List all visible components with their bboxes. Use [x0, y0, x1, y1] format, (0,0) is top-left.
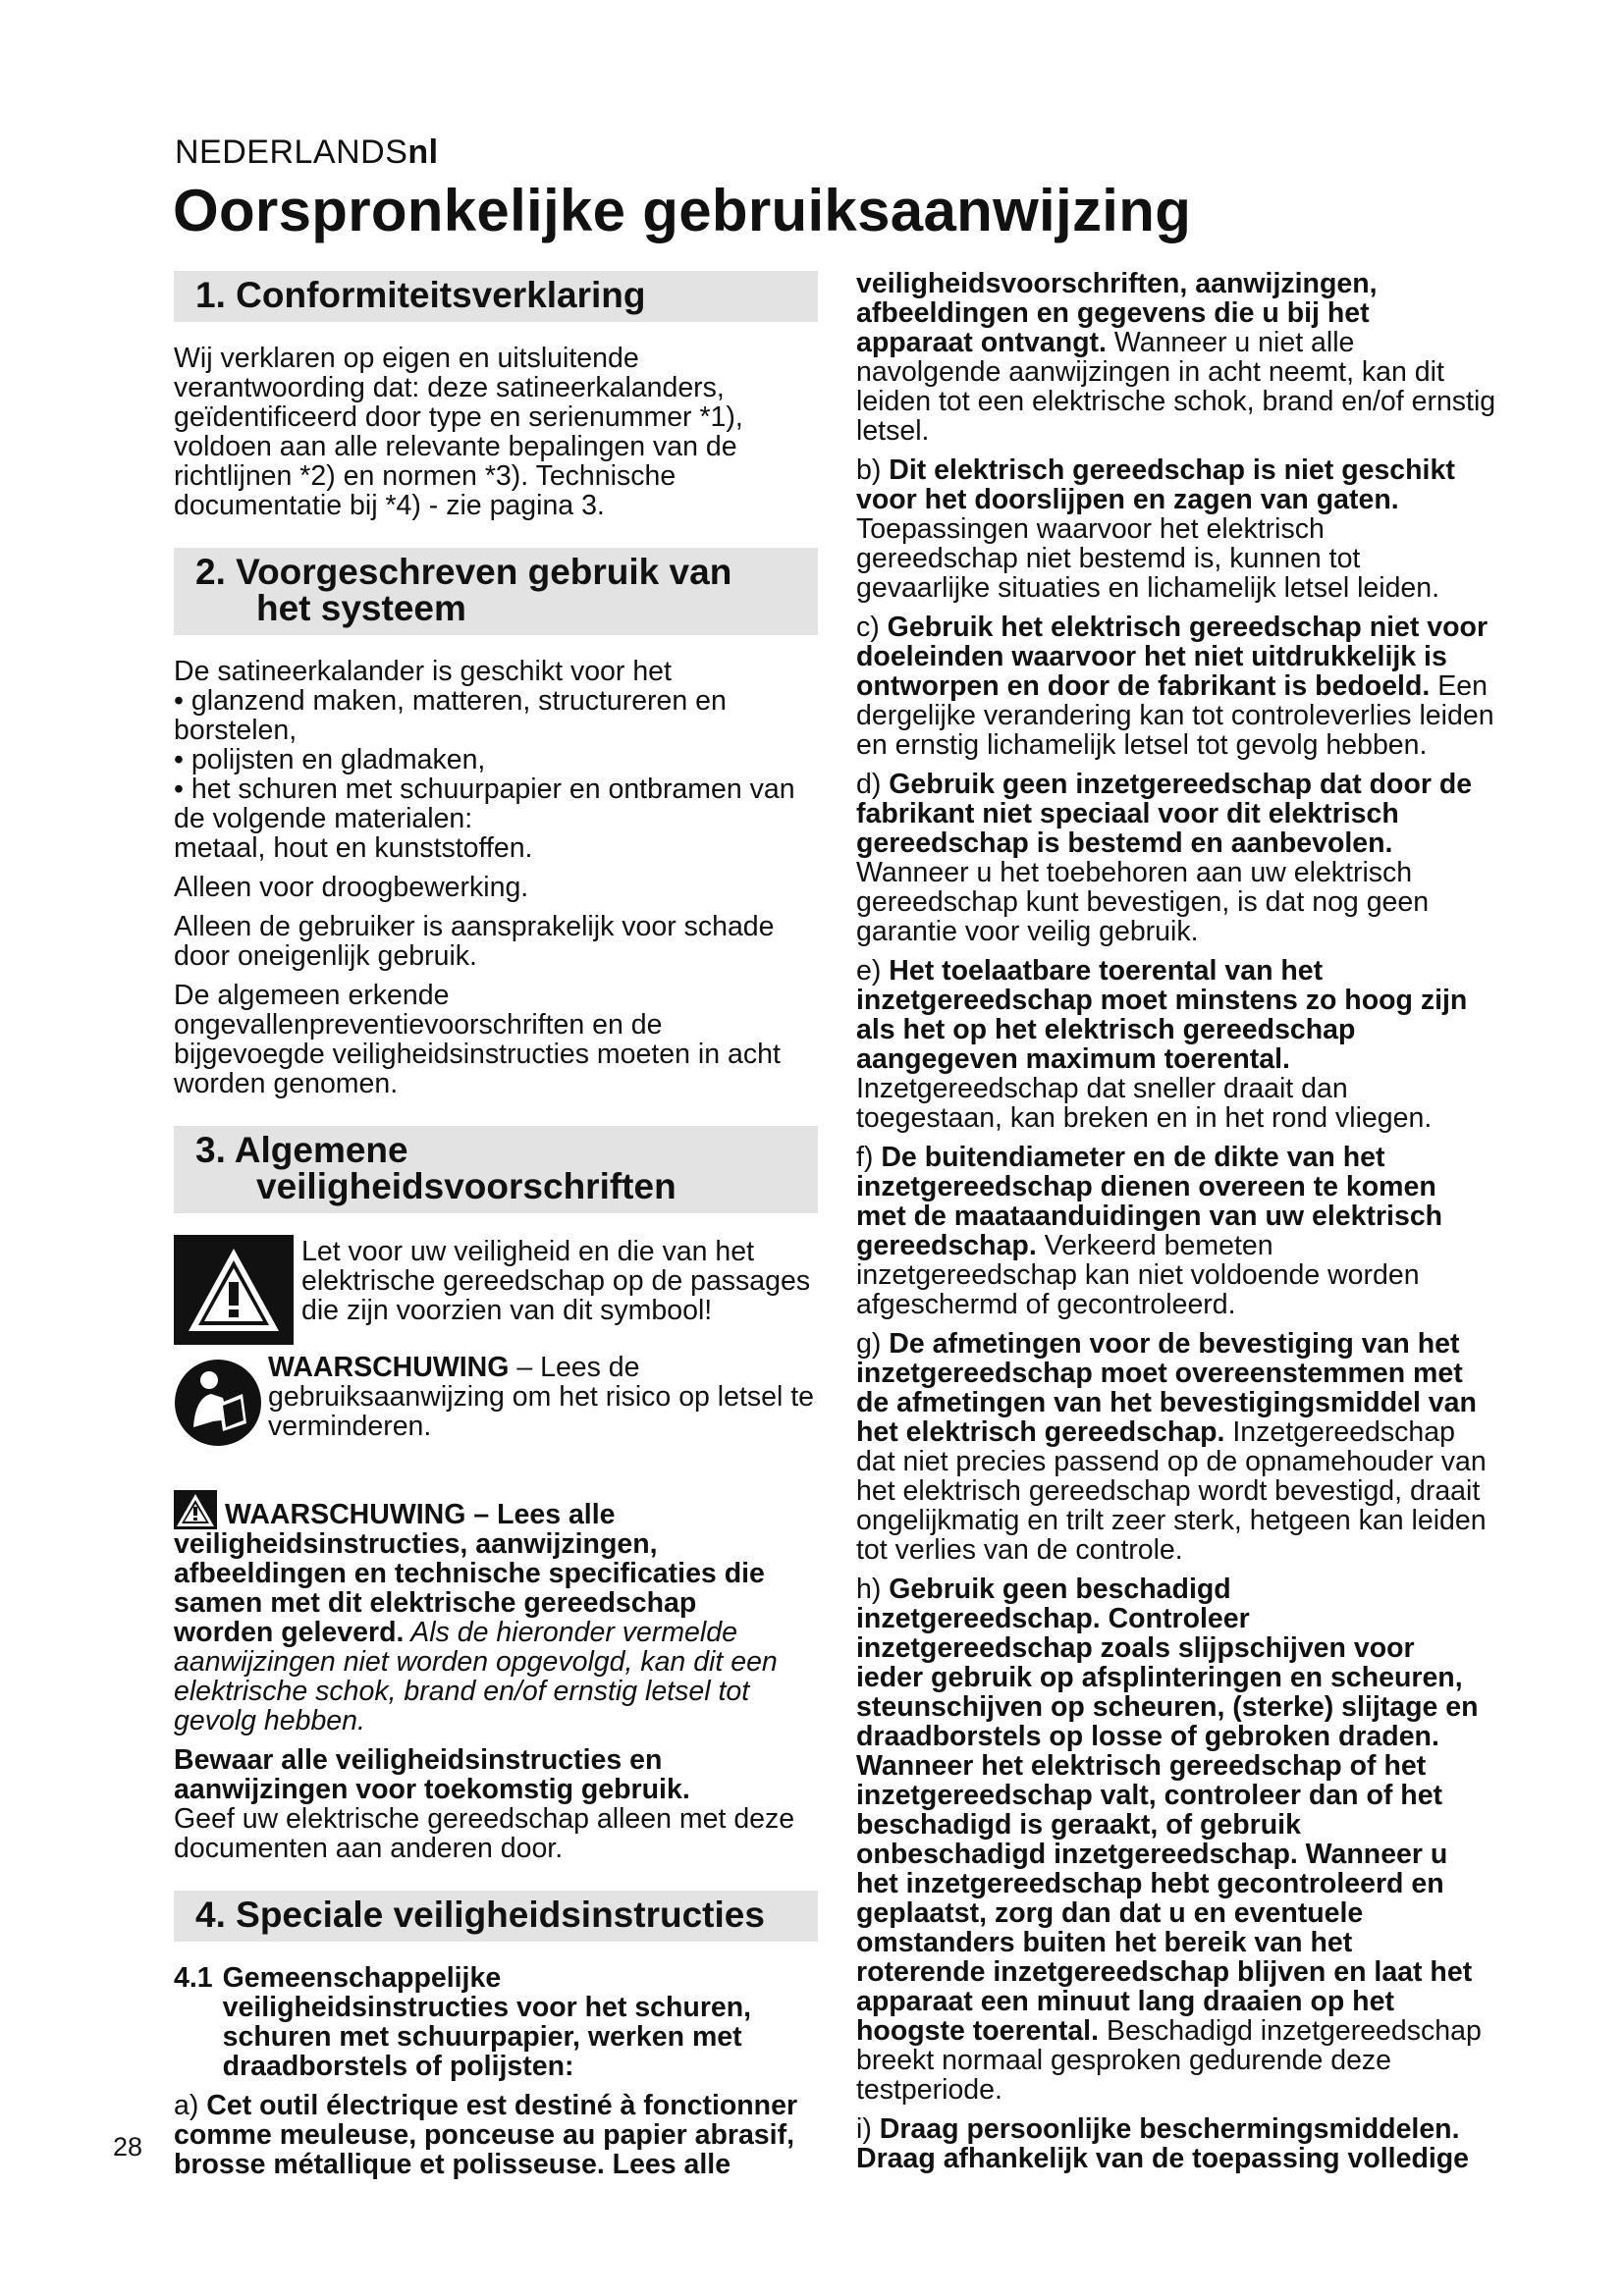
item-label: a)	[174, 2090, 199, 2121]
section-title-line2: veiligheidsvoorschriften	[256, 1166, 677, 1206]
item-b	[856, 455, 1524, 603]
read-manual-note	[174, 1353, 818, 1447]
item-body: Inzetgereedschap dat niet precies passend op de opnamehouder van het elektrisch gereedschap wordt bevestigd, draait ongelijkmatig en trilt zeer sterk, hetgeen kan leiden tot verlies van de controle.	[856, 1416, 1487, 1566]
item-body: Een dergelijke verandering kan tot controleverlies leiden en ernstig lichamelijk letsel tot gevolg hebben.	[856, 670, 1494, 761]
subsection-4-1	[174, 1963, 818, 2081]
left-column	[174, 269, 818, 2189]
warning-triangle-icon	[174, 1235, 294, 1345]
item-a-continued	[856, 269, 1524, 446]
section-title: Speciale veiligheidsinstructies	[236, 1895, 765, 1935]
item-body: Inzetgereedschap dat sneller draait dan toegestaan, kan breken en in het rond vliegen.	[856, 1073, 1433, 1134]
warning-symbol-note	[174, 1235, 818, 1345]
keep-instructions-body: Geef uw elektrische gereedschap alleen met deze documenten aan anderen door.	[174, 1803, 795, 1864]
subsection-number: 4.1	[174, 1962, 213, 1994]
section-1-heading	[174, 271, 818, 322]
section-title-line1: Algemene	[234, 1130, 408, 1170]
language-name: NEDERLANDS	[175, 133, 408, 171]
section-1-body: Wij verklaren op eigen en uitsluitende verantwoording dat: deze satineerkalanders, geïdentificeerd door type en serienummer *1), voldoen aan alle relevante bepalingen van de richtlijnen *2) en normen *3). Technische documentatie bij *4) - zie pagina 3.	[174, 343, 743, 521]
section-number: 1.	[195, 275, 226, 315]
item-bold: Gebruik geen inzetgereedschap dat door de fabrikant niet speciaal voor dit elektrisch gereedschap is bestemd en aanbevolen.	[856, 769, 1473, 859]
item-bold: Draag persoonlijke beschermingsmiddelen. Draag afhankelijk van de toepassing volledige	[856, 2113, 1470, 2174]
item-bold: Het toelaatbare toerental van het inzetgereedschap moet minstens zo hoog zijn als het op het elektrisch gereedschap aangegeven maximum toerental.	[856, 955, 1468, 1075]
item-a-continued-body: Wanneer u niet alle navolgende aanwijzingen in acht neemt, kan dit leiden tot een elektrische schok, brand en/of ernstig letsel.	[856, 327, 1496, 447]
item-d	[856, 770, 1524, 946]
section-title: Conformiteitsverklaring	[236, 275, 646, 315]
item-h	[856, 1575, 1524, 2105]
item-label: d)	[856, 769, 882, 800]
section-title-line2: het systeem	[256, 588, 466, 628]
item-label: f)	[856, 1142, 874, 1173]
section-title-line1: Voorgeschreven gebruik van	[236, 552, 732, 592]
warning-triangle-small-icon	[174, 1490, 217, 1529]
read-manual-icon	[174, 1359, 262, 1447]
section-4-heading	[174, 1891, 818, 1942]
item-i	[856, 2114, 1524, 2173]
item-e	[856, 956, 1524, 1133]
item-body: Beschadigd inzetgereedschap breekt normaal gesproken gedurende deze testperiode.	[856, 2015, 1482, 2106]
subsection-title: Gemeenschappelijke veiligheidsinstructies voor het schuren, schuren met schuurpapier, werken met draadborstels of polijsten:	[222, 1962, 752, 2082]
item-body: Verkeerd bemeten inzetgereedschap kan niet voldoende worden afgeschermd of gecontroleerd.	[856, 1230, 1420, 1320]
item-g	[856, 1329, 1524, 1565]
item-body: Wanneer u het toebehoren aan uw elektrisch gereedschap kunt bevestigen, is dat nog geen garantie voor veilig gebruik.	[856, 857, 1430, 947]
item-bold: Dit elektrisch gereedschap is niet geschikt voor het doorslijpen en zagen van gaten.	[856, 454, 1455, 515]
item-a	[174, 2091, 818, 2179]
item-label: b)	[856, 454, 882, 486]
section-2-usage: De satineerkalander is geschikt voor het • glanzend maken, matteren, structureren en borstelen, • polijsten en gladmaken, • het schuren met schuurpapier en ontbramen van de volgende materialen: metaal, hout en kunststoffen.	[174, 656, 795, 864]
general-warning	[174, 1490, 818, 1735]
item-bold: Gebruik geen beschadigd inzetgereedschap. Controleer inzetgereedschap zoals slijpschijven voor ieder gebruik op afsplinteringen en scheuren, steunschijven op scheuren, (sterke) slijtage en draadborstels op losse of gebroken draden. Wanneer het elektrisch gereedschap of het inzetgereedschap valt, controleer dan of het beschadigd is geraakt, of gebruik onbeschadigd inzetgereedschap. Wanneer u het inzetgereedschap hebt gecontroleerd en geplaatst, zorg dan dat u en eventuele omstanders buiten het bereik van het roterende inzetgereedschap blijven en laat het apparaat een minuut lang draaien op het hoogste toerental.	[856, 1574, 1479, 2047]
language-code: nl	[407, 133, 439, 171]
page-number: 28	[113, 2132, 143, 2162]
warning-symbol-text: Let voor uw veiligheid en die van het elektrische gereedschap op de passages die zijn voorzien van dit symbool!	[301, 1236, 811, 1326]
item-label: h)	[856, 1574, 882, 1605]
item-bold: De buitendiameter en de dikte van het inzetgereedschap dienen overeen te komen met de maataanduidingen van uw elektrisch gereedschap.	[856, 1142, 1443, 1261]
item-bold: Gebruik het elektrisch gereedschap niet voor doeleinden waarvoor het niet uitdrukkelijk is ontworpen en door de fabrikant is bedoeld.	[856, 612, 1489, 702]
item-c	[856, 613, 1524, 760]
right-column	[856, 269, 1524, 2183]
keep-instructions-bold: Bewaar alle veiligheidsinstructies en aanwijzingen voor toekomstig gebruik.	[174, 1744, 690, 1805]
item-label: i)	[856, 2113, 872, 2145]
item-label: e)	[856, 955, 882, 987]
section-2-liability: Alleen de gebruiker is aansprakelijk voor schade door oneigenlijk gebruik.	[174, 911, 775, 972]
section-2-dry: Alleen voor droogbewerking.	[174, 872, 529, 903]
page-title: Oorspronkelijke gebruiksaanwijzing	[173, 178, 1192, 243]
read-manual-text	[262, 1353, 814, 1441]
item-body: Toepassingen waarvoor het elektrisch gereedschap niet bestemd is, kunnen tot gevaarlijke situaties en lichamelijk letsel leiden.	[856, 513, 1440, 604]
section-number: 3.	[195, 1130, 226, 1170]
general-warning-italic: Als de hieronder vermelde aanwijzingen niet worden opgevolgd, kan dit een elektrische schok, brand en/of ernstig letsel tot gevolg hebben.	[174, 1617, 778, 1736]
section-number: 2.	[195, 552, 226, 592]
language-header	[175, 133, 439, 172]
read-manual-body: – Lees de gebruiksaanwijzing om het risico op letsel te verminderen.	[268, 1352, 815, 1442]
general-warning-bold: WAARSCHUWING – Lees alle veiligheidsinstructies, aanwijzingen, afbeeldingen en technische specificaties die samen met dit elektrische gereedschap worden geleverd.	[174, 1499, 765, 1648]
item-a-bold: Cet outil électrique est destiné à fonctionner comme meuleuse, ponceuse au papier abrasif, brosse métallique et polisseuse. Lees alle	[174, 2090, 798, 2180]
item-label: c)	[856, 612, 880, 643]
section-number: 4.	[195, 1895, 226, 1935]
item-a-continued-bold: veiligheidsvoorschriften, aanwijzingen, afbeeldingen en gegevens die u bij het apparaat ontvangt.	[856, 268, 1378, 358]
warning-label: WAARSCHUWING	[268, 1352, 510, 1383]
section-2-regulations: De algemeen erkende ongevallenpreventievoorschriften en de bijgevoegde veiligheidsinstructies moeten in acht worden genomen.	[174, 980, 781, 1099]
item-bold: De afmetingen voor de bevestiging van het inzetgereedschap moet overeenstemmen met de afmetingen van het bevestigingsmiddel van het elektrisch gereedschap.	[856, 1328, 1477, 1448]
section-2-heading	[174, 548, 818, 635]
item-f	[856, 1143, 1524, 1319]
item-label: g)	[856, 1328, 882, 1360]
keep-instructions	[174, 1745, 818, 1863]
section-3-heading	[174, 1126, 818, 1213]
